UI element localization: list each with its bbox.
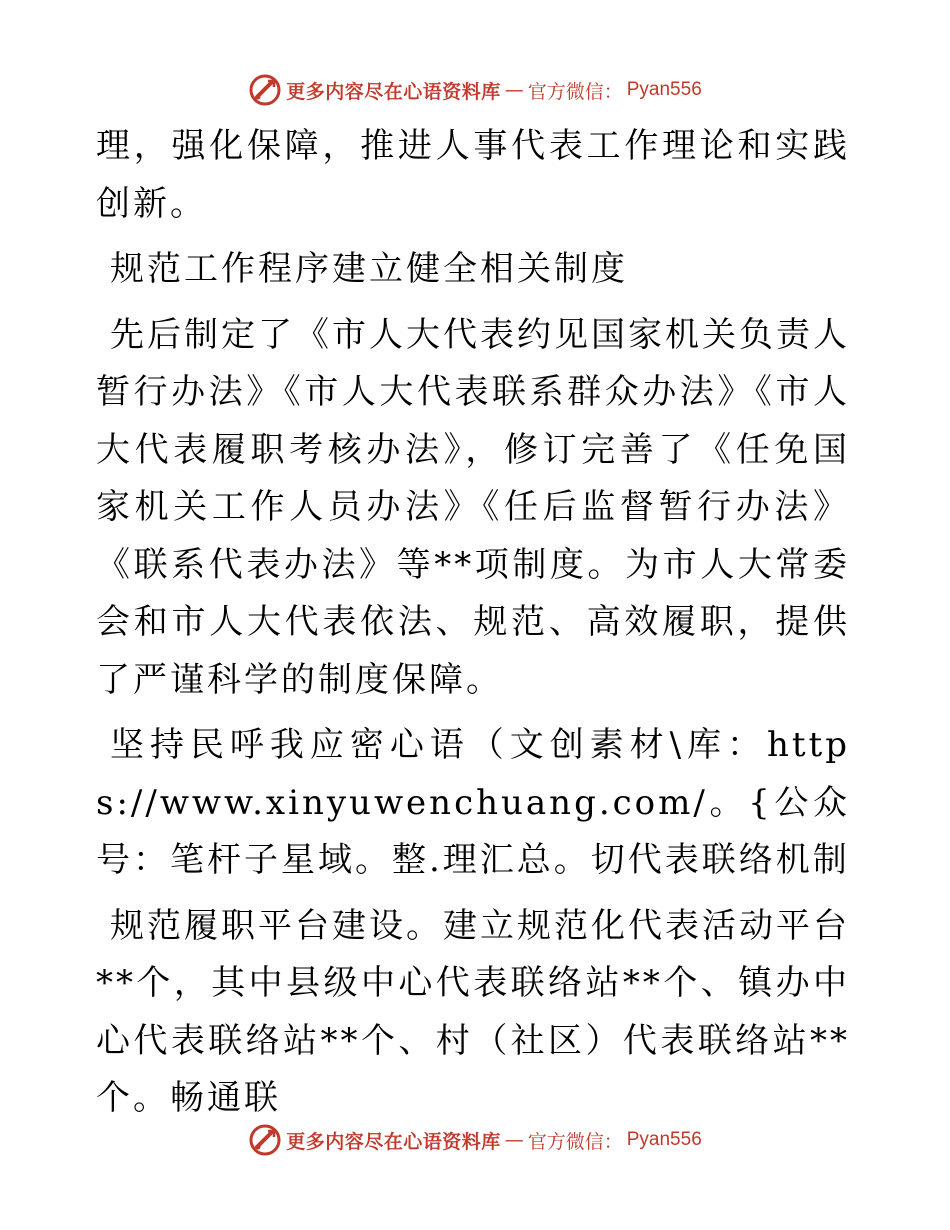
watermark-wechat-label: 官方微信： — [527, 1130, 623, 1153]
watermark-content — [248, 1123, 702, 1157]
watermark-title: 更多内容尽在心语资料库 — [286, 1130, 501, 1153]
paragraph-regulations: 先后制定了《市人大代表约见国家机关负责人暂行办法》《市人大代表联系群众办法》《市人大代表履职考核办法》，修订完善了《任免国家机关工作人员办法》《任后监督暂行办法》《联系代表办法》等**项制度。为市人大常委会和市人大代表依法、规范、高效履职，提供了严谨科学的制度保障。 — [96, 314, 850, 700]
watermark-wechat-handle: Pyan556 — [626, 79, 702, 100]
footer-watermark-banner — [0, 1120, 950, 1160]
watermark-title: 更多内容尽在心语资料库 — [286, 80, 501, 103]
document-body — [96, 118, 850, 1136]
watermark-wechat-handle: Pyan556 — [626, 1129, 702, 1150]
paragraph-platform-building: 规范履职平台建设。建立规范化代表活动平台**个，其中县级中心代表联络站**个、镇办中心代表联络站**个、村（社区）代表联络站**个。畅通联 — [96, 905, 850, 1118]
brush-pen-logo-icon — [248, 73, 282, 107]
paragraph-liaison-mechanism: 坚持民呼我应密心语（文创素材\库：https://www.xinyuwenchuang.com/。{公众号：笔杆子星域。整.理汇总。切代表联络机制 — [96, 725, 850, 880]
watermark-dash: — — [504, 79, 524, 101]
paragraph-continuation: 理，强化保障，推进人事代表工作理论和实践创新。 — [96, 126, 850, 224]
watermark-dash: — — [504, 1129, 524, 1151]
watermark-wechat-label: 官方微信： — [527, 80, 623, 103]
watermark-content — [248, 73, 702, 107]
brush-pen-logo-icon — [248, 1123, 282, 1157]
header-watermark-banner — [0, 70, 950, 110]
section-heading: 规范工作程序建立健全相关制度 — [110, 249, 628, 289]
